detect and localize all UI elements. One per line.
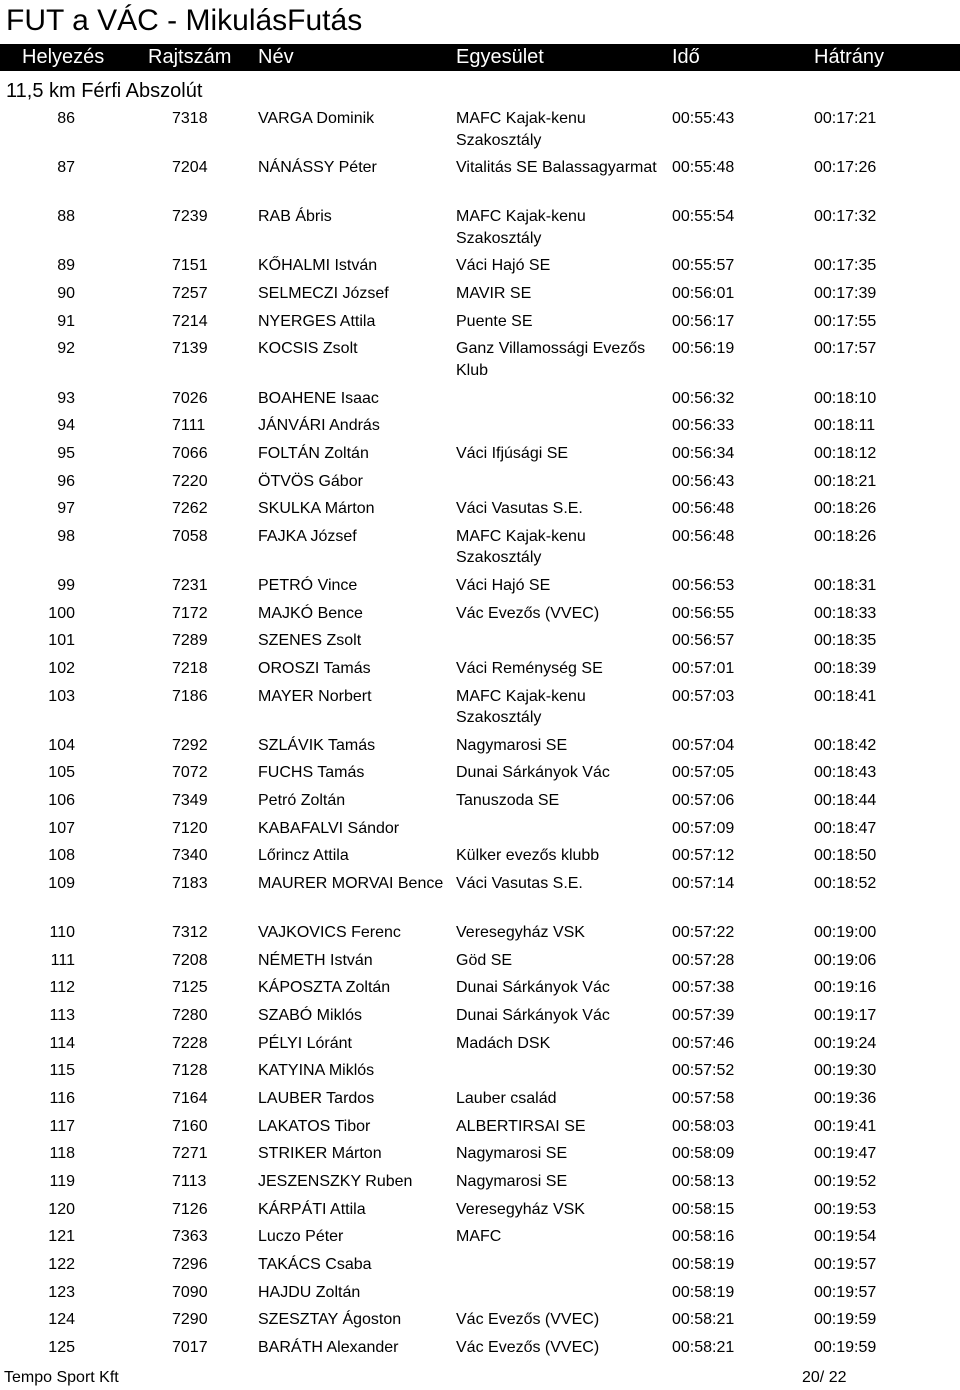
row-place: 124 (48, 1311, 75, 1329)
row-gap: 00:18:50 (814, 847, 877, 865)
row-name: BARÁTH Alexander (258, 1338, 399, 1356)
row-bib: 7183 (172, 874, 208, 892)
row-time: 00:56:48 (672, 500, 735, 518)
row-club: Tanuszoda SE (456, 792, 560, 809)
row-club: Ganz Villamossági Evezős Klub (456, 340, 646, 379)
row-place: 108 (48, 847, 75, 865)
row-time: 00:56:32 (672, 389, 735, 407)
footer-page-number: 20/ 22 (802, 1369, 847, 1386)
row-club: Váci Vasutas S.E. (456, 874, 583, 892)
row-bib: 7113 (172, 1172, 207, 1190)
row-bib: 7296 (172, 1255, 208, 1273)
row-place: 106 (48, 792, 75, 809)
row-time: 00:57:01 (672, 659, 735, 677)
row-place: 111 (50, 951, 75, 969)
row-place: 107 (48, 819, 75, 837)
row-bib: 7164 (172, 1090, 208, 1107)
row-gap: 00:18:35 (814, 632, 877, 650)
row-bib: 7066 (172, 444, 208, 462)
row-place: 110 (49, 924, 75, 942)
row-place: 109 (48, 874, 75, 892)
row-bib: 7090 (172, 1283, 208, 1301)
row-time: 00:57:39 (672, 1007, 735, 1025)
row-place: 93 (57, 389, 75, 407)
row-place: 120 (48, 1200, 75, 1218)
row-club: Váci Vasutas S.E. (456, 500, 583, 518)
row-bib: 7139 (172, 340, 208, 358)
header-gap: Hátrány (814, 46, 885, 68)
row-club: Váci Hajó SE (456, 257, 551, 275)
row-name: STRIKER Márton (258, 1145, 382, 1163)
row-gap: 00:19:24 (814, 1034, 877, 1052)
row-bib: 7172 (172, 604, 208, 622)
row-name: SZLÁVIK Tamás (258, 736, 376, 754)
category-title: 11,5 km Férfi Abszolút (6, 80, 203, 102)
row-bib: 7218 (172, 659, 208, 677)
row-time: 00:57:09 (672, 819, 735, 837)
row-club: Dunai Sárkányok Vác (456, 1007, 610, 1025)
row-gap: 00:19:47 (814, 1145, 877, 1163)
row-time: 00:56:48 (672, 527, 735, 545)
row-bib: 7058 (172, 527, 208, 545)
row-place: 94 (57, 417, 75, 435)
page-footer (0, 1366, 960, 1390)
row-gap: 00:19:36 (814, 1090, 877, 1107)
row-name: FOLTÁN Zoltán (258, 444, 369, 462)
row-gap: 00:19:57 (814, 1255, 877, 1273)
row-time: 00:55:57 (672, 257, 735, 275)
row-club: MAVIR SE (456, 285, 532, 303)
row-time: 00:58:21 (672, 1338, 735, 1356)
row-club: Veresegyház VSK (456, 1200, 585, 1218)
header-place: Helyezés (22, 46, 105, 68)
row-time: 00:57:14 (672, 874, 735, 892)
row-name: FAJKA József (258, 527, 357, 545)
row-time: 00:58:19 (672, 1283, 735, 1301)
row-place: 91 (57, 312, 75, 330)
row-time: 00:56:19 (672, 340, 735, 358)
row-name: PETRÓ Vince (258, 576, 358, 594)
row-name: SKULKA Márton (258, 500, 375, 518)
row-bib: 7289 (172, 632, 208, 650)
row-name: RAB Ábris (258, 208, 332, 226)
row-gap: 00:19:41 (814, 1117, 877, 1135)
row-gap: 00:19:53 (814, 1200, 877, 1218)
row-time: 00:57:58 (672, 1090, 735, 1107)
row-gap: 00:18:47 (814, 819, 877, 837)
row-bib: 7290 (172, 1311, 208, 1329)
row-name: ÖTVÖS Gábor (258, 472, 363, 490)
row-time: 00:58:03 (672, 1117, 735, 1135)
row-place: 90 (57, 285, 75, 303)
row-name: MAYER Norbert (258, 687, 372, 705)
header-bib: Rajtszám (148, 46, 232, 68)
row-name: KABAFALVI Sándor (258, 819, 400, 837)
row-place: 104 (48, 736, 75, 754)
row-place: 97 (57, 500, 75, 518)
row-time: 00:56:53 (672, 576, 735, 594)
row-name: HAJDU Zoltán (258, 1283, 361, 1301)
row-gap: 00:19:06 (814, 951, 877, 969)
row-place: 101 (48, 632, 75, 650)
row-name: Petró Zoltán (258, 792, 346, 809)
row-place: 103 (48, 687, 75, 705)
row-bib: 7214 (172, 312, 208, 330)
row-time: 00:57:52 (672, 1062, 735, 1080)
row-club: ALBERTIRSAI SE (456, 1117, 586, 1135)
row-gap: 00:18:52 (814, 874, 877, 892)
row-club: Vác Evezős (VVEC) (456, 1311, 600, 1329)
table-header (0, 44, 960, 71)
row-name: FUCHS Tamás (258, 764, 365, 782)
row-bib: 7128 (172, 1062, 208, 1080)
row-bib: 7186 (172, 687, 208, 705)
row-club: Váci Hajó SE (456, 576, 551, 594)
row-time: 00:57:03 (672, 687, 735, 705)
row-time: 00:56:57 (672, 632, 735, 650)
row-gap: 00:17:39 (814, 285, 877, 303)
row-name: Luczo Péter (258, 1228, 344, 1246)
row-bib: 7228 (172, 1034, 208, 1052)
row-time: 00:56:33 (672, 417, 735, 435)
row-place: 88 (57, 208, 75, 226)
row-time: 00:57:38 (672, 979, 735, 997)
row-bib: 7312 (172, 924, 208, 942)
row-gap: 00:18:39 (814, 659, 877, 677)
row-name: NYERGES Attila (258, 312, 376, 330)
row-place: 125 (48, 1338, 75, 1356)
row-name: KŐHALMI István (258, 257, 378, 275)
row-time: 00:56:01 (672, 285, 735, 303)
row-club: Vác Evezős (VVEC) (456, 604, 600, 622)
row-bib: 7231 (172, 576, 208, 594)
row-bib: 7349 (172, 792, 208, 809)
row-time: 00:55:48 (672, 159, 735, 177)
row-club: Veresegyház VSK (456, 924, 585, 942)
row-gap: 00:17:57 (814, 340, 877, 358)
row-name: VAJKOVICS Ferenc (258, 924, 401, 942)
row-bib: 7126 (172, 1200, 208, 1218)
row-gap: 00:19:57 (814, 1283, 877, 1301)
row-bib: 7160 (172, 1117, 208, 1135)
row-name: OROSZI Tamás (258, 659, 371, 677)
row-club: Vác Evezős (VVEC) (456, 1338, 600, 1356)
row-gap: 00:19:17 (814, 1007, 877, 1025)
row-name: NÁNÁSSY Péter (258, 159, 377, 177)
row-club: MAFC Kajak-kenu Szakosztály (456, 110, 586, 149)
row-time: 00:58:09 (672, 1145, 735, 1163)
row-gap: 00:17:35 (814, 257, 877, 275)
row-name: SZENES Zsolt (258, 632, 362, 650)
row-time: 00:56:17 (672, 312, 735, 330)
row-name: SELMECZI József (258, 285, 389, 303)
row-club: Nagymarosi SE (456, 1145, 568, 1163)
row-club: Dunai Sárkányok Vác (456, 979, 610, 997)
row-time: 00:57:04 (672, 736, 735, 754)
row-name: NÉMETH István (258, 951, 373, 969)
row-name: KOCSIS Zsolt (258, 340, 358, 358)
row-place: 119 (49, 1172, 75, 1190)
row-time: 00:57:22 (672, 924, 735, 942)
row-time: 00:56:34 (672, 444, 735, 462)
row-club: MAFC Kajak-kenu Szakosztály (456, 687, 586, 727)
row-name: Lőrincz Attila (258, 847, 349, 865)
row-gap: 00:18:26 (814, 500, 877, 518)
row-gap: 00:18:21 (814, 472, 877, 490)
page-title: FUT a VÁC - MikulásFutás (6, 4, 363, 37)
row-club: Nagymarosi SE (456, 736, 568, 754)
row-place: 95 (57, 444, 75, 462)
row-club: Göd SE (456, 951, 513, 969)
row-club: MAFC (456, 1228, 502, 1246)
row-gap: 00:19:59 (814, 1338, 877, 1356)
row-gap: 00:19:30 (814, 1062, 877, 1080)
row-bib: 7017 (172, 1338, 208, 1356)
row-gap: 00:18:42 (814, 736, 877, 754)
row-place: 105 (48, 764, 75, 782)
row-name: KATYINA Miklós (258, 1062, 375, 1080)
row-gap: 00:17:21 (814, 110, 877, 127)
row-club: Külker evezős klubb (456, 847, 600, 865)
row-place: 123 (48, 1283, 75, 1301)
row-gap: 00:19:59 (814, 1311, 877, 1329)
row-place: 92 (57, 340, 75, 358)
row-place: 112 (49, 979, 75, 997)
row-time: 00:58:15 (672, 1200, 735, 1218)
row-bib: 7257 (172, 285, 208, 303)
row-gap: 00:18:10 (814, 389, 877, 407)
row-place: 102 (48, 659, 75, 677)
row-bib: 7271 (172, 1145, 208, 1163)
header-name: Név (258, 46, 294, 68)
row-time: 00:57:06 (672, 792, 735, 809)
row-place: 98 (57, 527, 75, 545)
row-place: 115 (49, 1062, 75, 1080)
row-name: SZESZTAY Ágoston (258, 1311, 402, 1329)
row-place: 122 (48, 1255, 75, 1273)
row-name: PÉLYI Lóránt (258, 1034, 352, 1052)
row-time: 00:57:05 (672, 764, 735, 782)
row-time: 00:58:19 (672, 1255, 735, 1273)
row-gap: 00:18:44 (814, 792, 877, 809)
row-club: MAFC Kajak-kenu Szakosztály (456, 527, 586, 567)
row-place: 100 (48, 604, 75, 622)
row-place: 117 (49, 1117, 75, 1135)
row-place: 99 (57, 576, 75, 594)
row-gap: 00:18:31 (814, 576, 877, 594)
row-gap: 00:17:55 (814, 312, 877, 330)
row-name: JESZENSZKY Ruben (258, 1172, 413, 1190)
row-bib: 7220 (172, 472, 208, 490)
row-gap: 00:19:54 (814, 1228, 877, 1246)
row-place: 86 (57, 110, 75, 127)
row-name: VARGA Dominik (258, 110, 375, 127)
row-time: 00:56:43 (672, 472, 735, 490)
footer-company: Tempo Sport Kft (4, 1369, 119, 1386)
row-bib: 7280 (172, 1007, 208, 1025)
row-gap: 00:18:41 (814, 687, 877, 705)
row-place: 114 (49, 1034, 75, 1052)
row-gap: 00:19:52 (814, 1172, 877, 1190)
row-bib: 7262 (172, 500, 208, 518)
row-bib: 7072 (172, 764, 208, 782)
row-bib: 7026 (172, 389, 208, 407)
row-gap: 00:19:16 (814, 979, 877, 997)
row-name: TAKÁCS Csaba (258, 1255, 372, 1273)
row-club: Dunai Sárkányok Vác (456, 764, 610, 782)
row-time: 00:55:43 (672, 110, 735, 127)
row-bib: 7151 (172, 257, 208, 275)
row-club: Puente SE (456, 312, 533, 330)
row-bib: 7120 (172, 819, 208, 837)
row-gap: 00:18:43 (814, 764, 877, 782)
row-name: KÁPOSZTA Zoltán (258, 979, 391, 997)
row-time: 00:58:16 (672, 1228, 735, 1246)
row-gap: 00:19:00 (814, 924, 877, 942)
row-club: Váci Ifjúsági SE (456, 444, 569, 462)
row-place: 87 (57, 159, 75, 177)
row-name: LAKATOS Tibor (258, 1117, 371, 1135)
row-club: MAFC Kajak-kenu Szakosztály (456, 208, 586, 247)
row-club: Vitalitás SE Balassagyarmat (456, 159, 657, 177)
row-time: 00:55:54 (672, 208, 735, 226)
row-place: 116 (49, 1090, 75, 1107)
row-bib: 7239 (172, 208, 208, 226)
row-time: 00:56:55 (672, 604, 735, 622)
row-bib: 7208 (172, 951, 208, 969)
row-name: LAUBER Tardos (258, 1090, 375, 1107)
row-time: 00:57:12 (672, 847, 735, 865)
row-place: 89 (57, 257, 75, 275)
row-time: 00:58:13 (672, 1172, 735, 1190)
header-club: Egyesület (456, 46, 544, 68)
row-place: 113 (49, 1007, 75, 1025)
row-time: 00:57:28 (672, 951, 735, 969)
row-gap: 00:17:32 (814, 208, 877, 226)
row-gap: 00:18:33 (814, 604, 877, 622)
row-bib: 7340 (172, 847, 208, 865)
row-gap: 00:18:11 (814, 417, 876, 435)
row-time: 00:58:21 (672, 1311, 735, 1329)
row-name: SZABÓ Miklós (258, 1007, 363, 1025)
row-bib: 7204 (172, 159, 208, 177)
row-name: MAJKÓ Bence (258, 604, 363, 622)
header-time: Idő (672, 46, 700, 68)
row-club: Nagymarosi SE (456, 1172, 568, 1190)
row-club: Váci Reménység SE (456, 659, 603, 677)
row-name: MAURER MORVAI Bence (258, 874, 444, 892)
row-place: 118 (49, 1145, 75, 1163)
row-bib: 7318 (172, 110, 208, 127)
row-club: Lauber család (456, 1090, 557, 1107)
row-time: 00:57:46 (672, 1034, 735, 1052)
row-bib: 7363 (172, 1228, 208, 1246)
row-gap: 00:18:12 (814, 444, 877, 462)
row-bib: 7125 (172, 979, 208, 997)
row-place: 96 (57, 472, 75, 490)
row-name: KÁRPÁTI Attila (258, 1200, 366, 1218)
row-name: BOAHENE Isaac (258, 389, 379, 407)
row-gap: 00:18:26 (814, 527, 877, 545)
row-place: 121 (48, 1228, 75, 1246)
row-bib: 7111 (172, 417, 206, 435)
row-gap: 00:17:26 (814, 159, 877, 177)
row-club: Madách DSK (456, 1034, 551, 1052)
row-bib: 7292 (172, 736, 208, 754)
row-name: JÁNVÁRI András (258, 417, 380, 435)
